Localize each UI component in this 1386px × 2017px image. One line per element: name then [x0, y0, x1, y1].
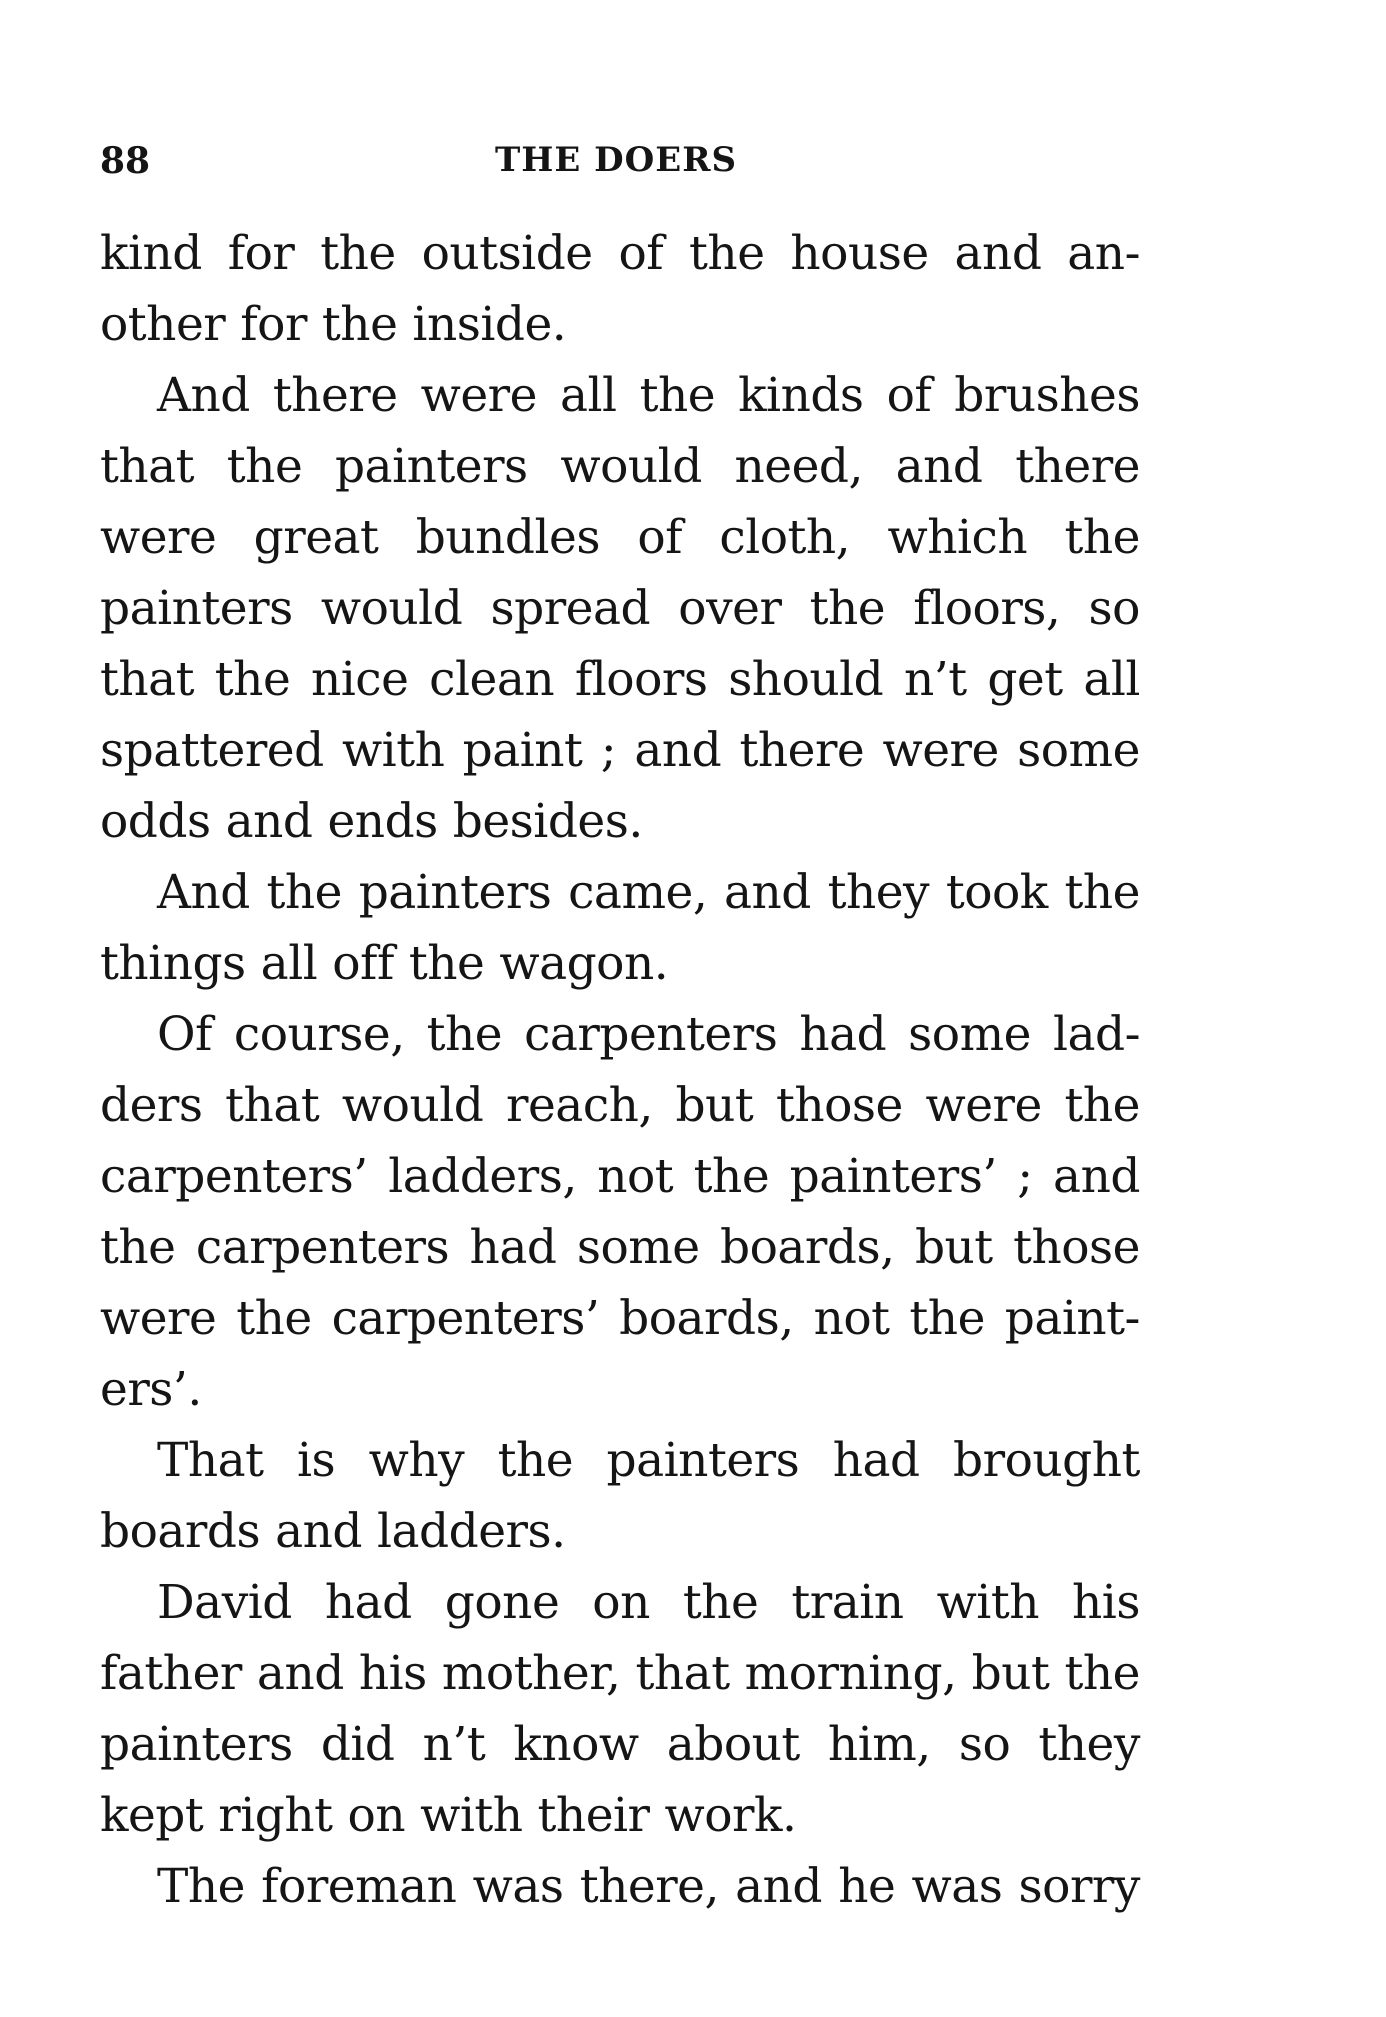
- text-line: The foreman was there, and he was sorry: [157, 1859, 1140, 1914]
- running-head: [100, 140, 1140, 190]
- body-text: [100, 218, 1140, 1922]
- text-line: things all off the wagon.: [100, 936, 669, 991]
- text-line: That is why the painters had brought: [157, 1433, 1140, 1488]
- text-line: carpenters’ ladders, not the painters’ ; and: [100, 1149, 1140, 1204]
- text-line: painters would spread over the floors, so: [100, 581, 1140, 636]
- text-line: painters did n’t know about him, so they: [100, 1717, 1140, 1772]
- text-line: that the painters would need, and there: [100, 439, 1140, 494]
- text-line: ders that would reach, but those were the: [100, 1078, 1140, 1133]
- text-line: David had gone on the train with his: [157, 1575, 1140, 1630]
- text-line: odds and ends besides.: [100, 794, 643, 849]
- text-line: the carpenters had some boards, but those: [100, 1220, 1140, 1275]
- text-line: Of course, the carpenters had some lad-: [157, 1007, 1140, 1062]
- text-line: that the nice clean floors should n’t get all: [100, 652, 1140, 707]
- text-line: spattered with paint ; and there were some: [100, 723, 1140, 778]
- running-title: THE DOERS: [495, 140, 738, 180]
- text-line: were great bundles of cloth, which the: [100, 510, 1140, 565]
- text-line: ers’.: [100, 1362, 202, 1417]
- text-line: And there were all the kinds of brushes: [157, 368, 1140, 423]
- text-line: other for the inside.: [100, 297, 567, 352]
- text-line: were the carpenters’ boards, not the paint-: [100, 1291, 1140, 1346]
- text-line: boards and ladders.: [100, 1504, 566, 1559]
- page-number: 88: [100, 140, 151, 182]
- text-line: father and his mother, that morning, but the: [100, 1646, 1140, 1701]
- text-line: kept right on with their work.: [100, 1788, 797, 1843]
- text-line: kind for the outside of the house and an-: [100, 226, 1140, 281]
- text-line: And the painters came, and they took the: [157, 865, 1140, 920]
